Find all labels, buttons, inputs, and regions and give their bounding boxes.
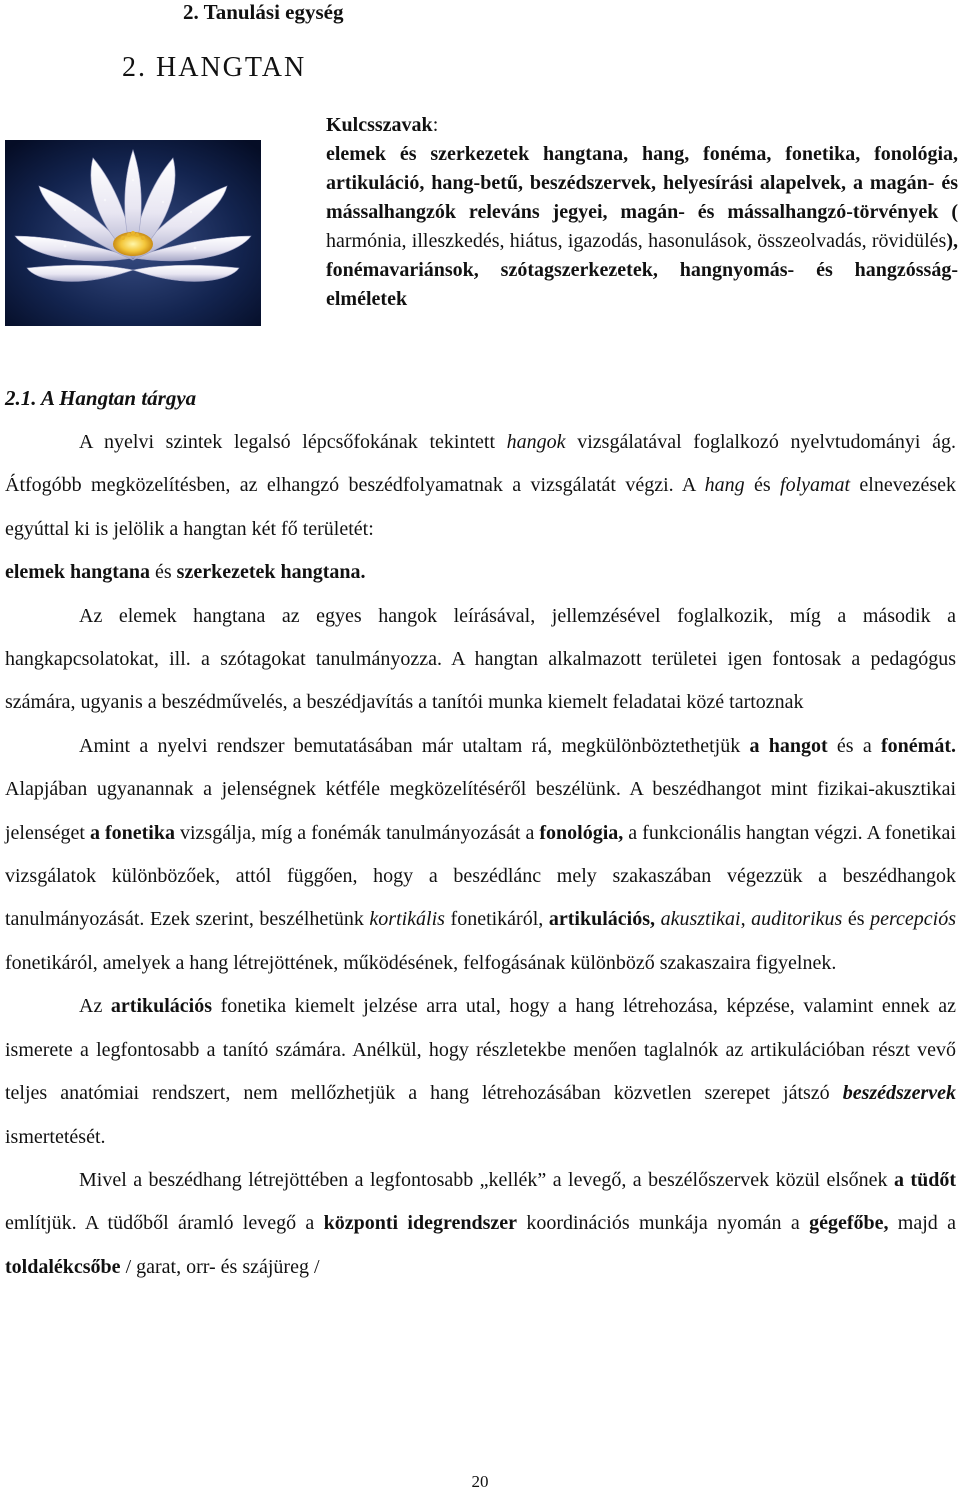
bold-span: fonémát. xyxy=(881,734,956,757)
paragraph-3 xyxy=(5,725,956,985)
paragraph-5 xyxy=(5,1159,956,1289)
italic-span: hang xyxy=(704,474,745,497)
text-span: koordinációs munkája nyomán a xyxy=(517,1212,810,1235)
italic-span: kortikális xyxy=(369,908,445,931)
text-span: Az xyxy=(79,995,111,1018)
keywords-block xyxy=(326,111,958,314)
bold-span: a tüdőt xyxy=(893,1168,956,1191)
text-span: elnevezések egyúttal ki is jelölik a hangtan két fő területét: xyxy=(5,474,956,540)
text-span: és xyxy=(744,474,781,497)
italic-span: auditorikus xyxy=(751,908,843,931)
paragraph-1 xyxy=(5,421,956,551)
italic-span: akusztikai xyxy=(660,908,741,931)
text-span: vizsgálja, míg a fonémák tanulmányozását a xyxy=(174,821,540,844)
paragraph-4 xyxy=(5,985,956,1159)
bold-span: központi idegrendszer xyxy=(323,1212,517,1235)
chapter-title: 2. HANGTAN xyxy=(122,52,307,83)
bold-span: a fonetika xyxy=(89,821,175,844)
bold-span: artikulációs xyxy=(110,995,213,1018)
lotus-flower-icon xyxy=(5,140,261,326)
text-span: A nyelvi szintek legalsó lépcsőfokának tekintett xyxy=(79,431,507,453)
text-span: említjük. A tüdőből áramló levegő a xyxy=(5,1212,324,1235)
body-text xyxy=(5,421,956,1289)
keywords-list-bold: elemek és szerkezetek hangtana, hang, fonéma, fonetika, fonológia, artikuláció, hang-betű, beszédszervek, helyesírási alapelvek, a magán- és mássalhangzók releváns jegyei, magán- és mássalhangzó-törvények ( xyxy=(326,143,958,223)
keywords-list-normal: harmónia, illeszkedés, hiátus, igazodás, hasonulások, összeolvadás, rövidülés xyxy=(326,230,947,252)
bold-span: toldalékcsőbe xyxy=(5,1255,121,1278)
bold-span: gégefőbe, xyxy=(809,1212,889,1235)
bolditalic-span xyxy=(843,1082,956,1104)
keywords-label: Kulcsszavak xyxy=(326,114,433,136)
text-span: Mivel a beszédhang létrejöttében a legfontosabb „kellék” a levegő, a beszélőszervek közül elsőnek xyxy=(79,1168,894,1191)
text-span: és a xyxy=(827,734,882,757)
unit-title: 2. Tanulási egység xyxy=(183,0,344,24)
italic-span: folyamat xyxy=(780,474,851,497)
bold-span: fonológia, xyxy=(539,821,624,844)
bold-span: elemek hangtana xyxy=(5,561,150,584)
text-span: Alapjában ugyanannak a jelenségnek kétféle megközelítéséről beszélünk. A beszédhangot mint fizikai-akusztikai jelenséget xyxy=(5,778,956,844)
paragraph-1-tail xyxy=(5,551,956,594)
text-span: ismertetését. xyxy=(5,1125,106,1148)
text-span: / garat, orr- és szájüreg / xyxy=(120,1255,320,1278)
text-span: és xyxy=(150,561,177,584)
italic-span: beszédszervek xyxy=(842,1082,956,1105)
text-span: fonetikáról, xyxy=(444,908,549,931)
italic-span: percepciós xyxy=(870,908,957,931)
keywords-colon: : xyxy=(432,114,439,136)
text-span: vizsgálatával foglalkozó nyelvtudományi ág. Átfogóbb megközelítésben, az elhangzó beszédfolyamatnak a vizsgálatát végzi. A xyxy=(5,431,956,497)
bold-span: szerkezetek hangtana. xyxy=(176,561,366,584)
bold-span: artikulációs, xyxy=(548,908,655,931)
page-number: 20 xyxy=(471,1472,489,1491)
text-span: fonetika kiemelt jelzése arra utal, hogy a hang létrehozása, képzése, valamint ennek az ismerete a legfontosabb a tanító számára. Anélkül, hogy részletekbe menően taglalnók az artikulációban részt vevő teljes anatómiai rendszert, nem mellőzhetjük a hang létrehozásában közvetlen szerepet játszó xyxy=(5,995,956,1105)
keywords-list-tail: ), fonémavariánsok, szótagszerkezetek, hangnyomás- és hangzósság-elméletek xyxy=(326,230,958,310)
text-span: fonetikáról, amelyek a hang létrejöttének, működésének, felfogásának különböző szakaszaira figyelnek. xyxy=(5,951,837,974)
text-span: és xyxy=(842,908,871,931)
text-span: majd a xyxy=(888,1212,956,1235)
text-span: Amint a nyelvi rendszer bemutatásában már utaltam rá, megkülönböztethetjük xyxy=(79,734,750,757)
italic-span: hangok xyxy=(506,431,566,453)
paragraph-2: Az elemek hangtana az egyes hangok leírásával, jellemzésével foglalkozik, míg a második a hangkapcsolatokat, ill. a szótagokat tanulmányozza. A hangtan alkalmazott területei igen fontosak a pedagógus számára, ugyanis a beszédművelés, a beszédjavítás a tanítói munka kiemelt feladatai közé tartoznak xyxy=(5,604,956,714)
section-title: 2.1. A Hangtan tárgya xyxy=(5,386,197,410)
bold-span: a hangot xyxy=(749,734,828,757)
text-span: , xyxy=(740,908,752,931)
text-span: a funkcionális hangtan végzi. A fonetikai vizsgálatok különbözőek, attól függően, hogy a beszédlánc mely szakaszában végezzük a beszédhangok tanulmányozását. Ezek szerint, beszélhetünk xyxy=(5,821,956,931)
